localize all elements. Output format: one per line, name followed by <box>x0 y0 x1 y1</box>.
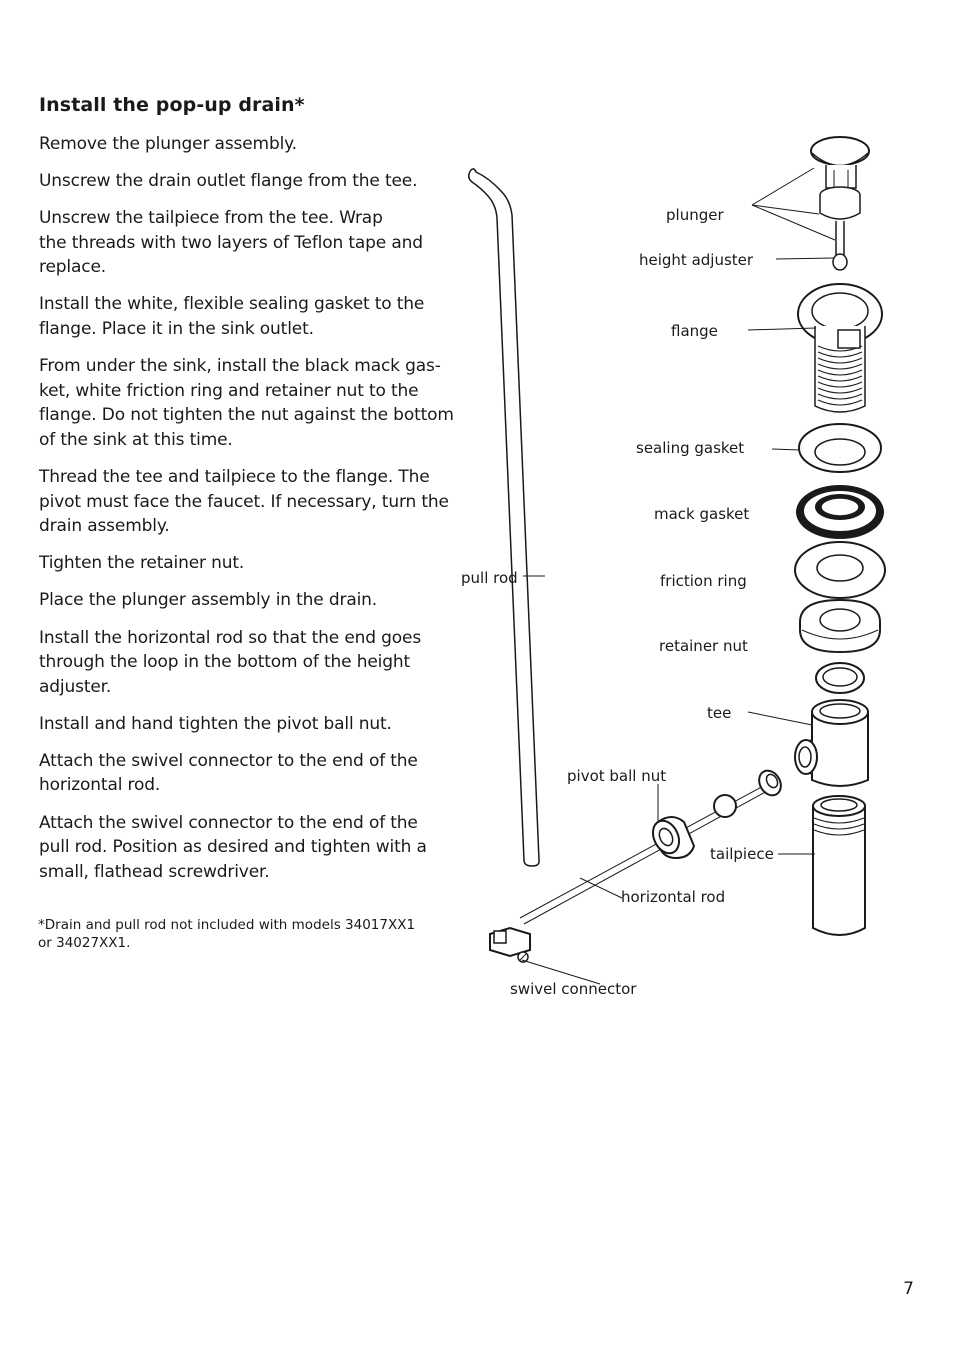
page-number: 7 <box>903 1279 914 1299</box>
tee-part <box>795 700 868 786</box>
label-swivel-connector: swivel connector <box>510 980 637 998</box>
label-retainer-nut: retainer nut <box>659 637 748 655</box>
label-sealing-gasket: sealing gasket <box>636 439 745 457</box>
step-4: Install the white, flexible sealing gasket to the flange. Place it in the sink outlet. <box>39 294 425 340</box>
label-flange: flange <box>671 322 718 340</box>
label-tee: tee <box>707 704 732 722</box>
label-plunger: plunger <box>666 206 724 224</box>
label-horizontal-rod: horizontal rod <box>621 888 726 906</box>
step-11: Attach the swivel connector to the end of the horizontal rod. <box>39 750 418 796</box>
swivel-connector-part <box>490 928 530 962</box>
label-height-adjuster: height adjuster <box>639 251 754 269</box>
step-3: Unscrew the tailpiece from the tee. Wrap the threads with two layers of Teflon tape and replace. <box>39 208 423 278</box>
label-friction-ring: friction ring <box>660 572 747 590</box>
step-6: Thread the tee and tailpiece to the flange. The pivot must face the faucet. If necessary, turn the drain assembly. <box>39 467 449 537</box>
label-pivot-ball-nut: pivot ball nut <box>567 767 667 785</box>
step-1: Remove the plunger assembly. <box>39 134 297 154</box>
step-5: From under the sink, install the black mack gas- ket, white friction ring and retainer nut to the flange. Do not tighten the nut against the bottom of the sink at this time. <box>39 356 454 450</box>
step-7: Tighten the retainer nut. <box>39 553 245 574</box>
label-mack-gasket: mack gasket <box>654 505 750 523</box>
label-pull-rod: pull rod <box>461 569 518 587</box>
plunger-part <box>811 137 869 270</box>
step-10: Install and hand tighten the pivot ball nut. <box>39 713 392 734</box>
step-9: Install the horizontal rod so that the end goes through the loop in the bottom of the height adjuster. <box>39 627 422 697</box>
step-8: Place the plunger assembly in the drain. <box>39 590 378 611</box>
flange-part <box>798 284 882 412</box>
page-heading: Install the pop-up drain* <box>39 94 305 116</box>
retainer-nut-part <box>800 600 880 652</box>
pull-rod-part <box>469 169 539 866</box>
step-2: Unscrew the drain outlet flange from the tee. <box>39 171 418 192</box>
pivot-ball-nut-part <box>648 817 694 858</box>
step-12: Attach the swivel connector to the end of the pull rod. Position as desired and tighten with a small, flathead screwdriver. <box>39 812 427 882</box>
o-ring-part <box>816 663 864 693</box>
label-tailpiece: tailpiece <box>710 845 774 863</box>
friction-ring-part <box>795 542 885 598</box>
footnote: *Drain and pull rod not included with models 34017XX1 or 34027XX1. <box>38 917 416 951</box>
mack-gasket-part <box>797 486 883 538</box>
tailpiece-part <box>813 796 865 935</box>
sealing-gasket-part <box>799 424 881 472</box>
